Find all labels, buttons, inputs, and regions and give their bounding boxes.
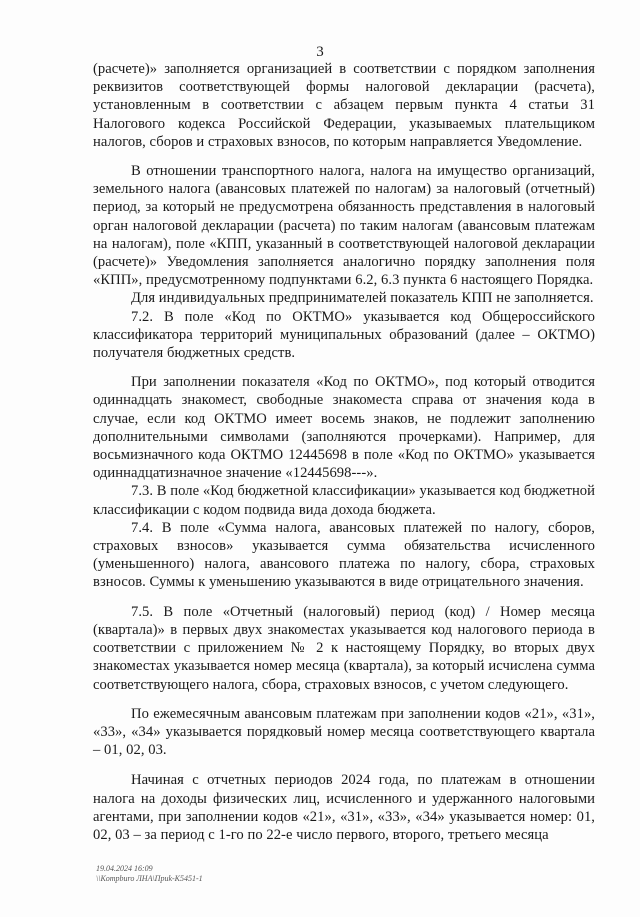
document-body [93,60,595,844]
paragraph-7: 7.4. В поле «Сумма налога, авансовых платежей по налогу, сборов, страховых взносов» указывается сумма обязательства исчисленного (уменьшенного) налога, авансового платежа по налогу, сбора, страховых взносов. Суммы к уменьшению указываются в виде отрицательного значения. [93,519,595,591]
footer-file-path: \\Kompburo ЛНА\Приk-К5451-1 [96,874,203,883]
paragraph-10: Начиная с отчетных периодов 2024 года, по платежам в отношении налога на доходы физических лиц, исчисленного и удержанного налоговыми агентами, при заполнении кодов «21», «31», «33», «34» указывается номер: 01, 02, 03 – за период с 1-го по 22-е число первого, второго, третьего месяца [93,772,595,843]
paragraph-1: (расчете)» заполняется организацией в соответствии с порядком заполнения реквизитов соответствующей формы налоговой декларации (расчета), установленным в соответствии с абзацем первым пункта 4 статьи 31 Налогового кодекса Российской Федерации, указываемых плательщиком налогов, сборов и страховых взносов, по которым направляется Уведомление. [93,61,595,150]
paragraph-5: При заполнении показателя «Код по ОКТМО», под который отводится одиннадцать знакомест, свободные знакоместа справа от значения кода в случае, если код ОКТМО имеет восемь знаков, не подлежит заполнению дополнительными символами (заполняются прочерками). Например, для восьмизначного кода ОКТМО 12445698 в поле «Код по ОКТМО» указывается одиннадцатизначное значение «12445698---». [93,374,595,482]
paragraph-9: По ежемесячным авансовым платежам при заполнении кодов «21», «31», «33», «34» указывается порядковый номер месяца соответствующего квартала – 01, 02, 03. [93,705,595,759]
paragraph-8: 7.5. В поле «Отчетный (налоговый) период (код) / Номер месяца (квартала)» в первых двух знакоместах указывается код налогового периода в соответствии с приложением № 2 к настоящему Порядку, во вторых двух знакоместах указывается номер месяца (квартала), за который исчислена сумма соответствующего налога, сбора, страховых взносов, с учетом следующего. [93,603,595,693]
document-footer [96,864,203,884]
paragraph-6: 7.3. В поле «Код бюджетной классификации» указывается код бюджетной классификации с кодом подвида вида дохода бюджета. [93,483,596,518]
paragraph-2: В отношении транспортного налога, налога на имущество организаций, земельного налога (авансовых платежей по налогам) за налоговый (отчетный) период, за который не предусмотрена обязанность представления в налоговый орган налоговой декларации (расчета) по таким налогам (авансовым платежам на налогам), поле «КПП, указанный в соответствующей налоговой декларации (расчете)» Уведомления заполняется аналогично порядку заполнения поля «КПП», предусмотренному подпунктами 6.2, 6.3 пункта 6 настоящего Порядка. [93,163,595,289]
page-number: 3 [316,44,324,60]
paragraph-3: Для индивидуальных предпринимателей показатель КПП не заполняется. [131,290,594,307]
paragraph-4: 7.2. В поле «Код по ОКТМО» указывается код Общероссийского классификатора территорий муниципальных образований (далее – ОКТМО) получателя бюджетных средств. [93,308,595,362]
footer-timestamp: 19.04.2024 16:09 [96,864,153,873]
